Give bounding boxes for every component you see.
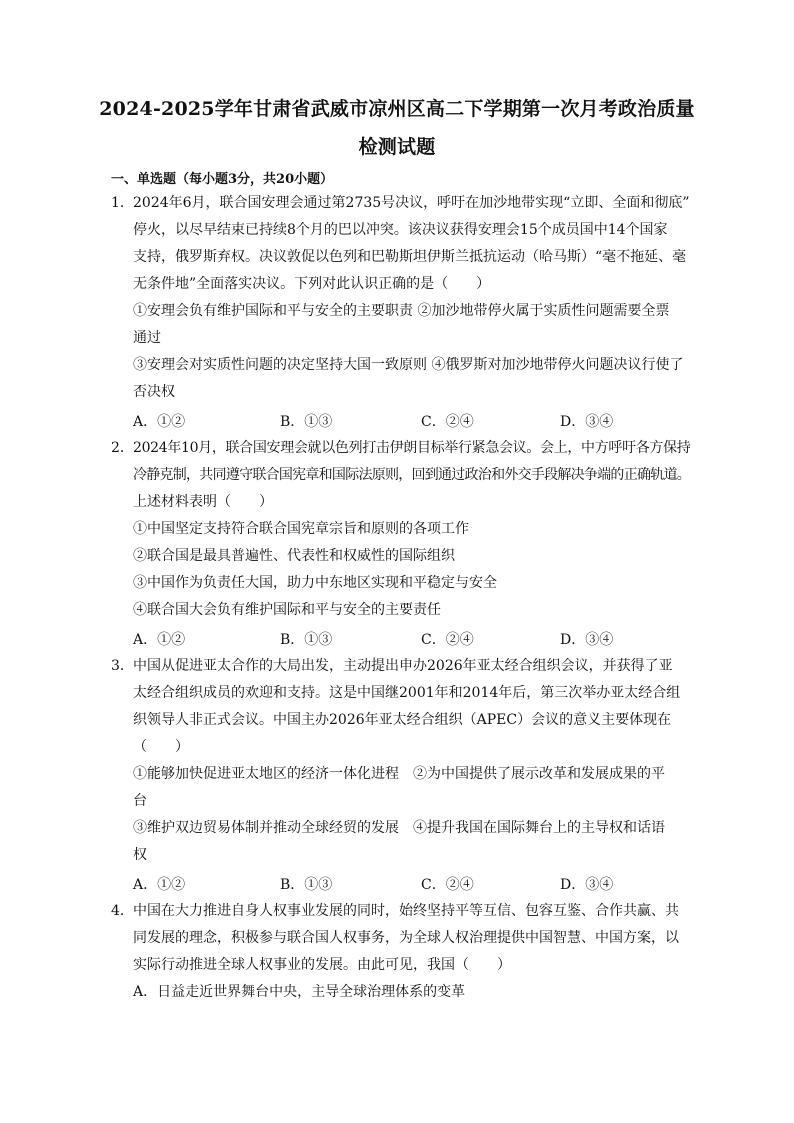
question-3-line: ①能够加快促进亚太地区的经济一体化进程 ②为中国提供了展示改革和发展成果的平 xyxy=(133,766,665,782)
question-3-line: 中国从促进亚太合作的大局出发，主动提出申办2026年亚太经合组织会议，并获得了亚 xyxy=(133,658,673,674)
question-4-line: 同发展的理念，积极参与联合国人权事务，为全球人权治理提供中国智慧、中国方案，以 xyxy=(133,930,679,946)
question-1-option-a: A．①② xyxy=(133,414,186,430)
question-2-number: 2． xyxy=(111,440,134,456)
question-2-option-d: D．③④ xyxy=(560,632,614,648)
document-title-line2: 检测试题 xyxy=(358,136,436,158)
question-3-line: 织领导人非正式会议。中国主办2026年亚太经合组织（APEC）会议的意义主要体现在 xyxy=(133,712,672,728)
question-1-line: 通过 xyxy=(133,330,161,346)
document-title-line1: 2024-2025学年甘肃省武威市凉州区高二下学期第一次月考政治质量 xyxy=(99,98,695,120)
question-1-line: 无条件地”全面落实决议。下列对此认识正确的是（ ） xyxy=(133,276,491,292)
question-2-option-c: C．②④ xyxy=(421,632,474,648)
question-3-line: 权 xyxy=(133,847,147,863)
question-1-option-c: C．②④ xyxy=(421,414,474,430)
question-1-line: ①安理会负有维护国际和平与安全的主要职责 ②加沙地带停火属于实质性问题需要全票 xyxy=(133,303,670,319)
question-3-line: 太经合组织成员的欢迎和支持。这是中国继2001年和2014年后，第三次举办亚太经合组 xyxy=(133,685,681,701)
question-2-line: 冷静克制，共同遵守联合国宪章和国际法原则，回到通过政治和外交手段解决争端的正确轨道。 xyxy=(133,467,690,483)
question-4-line: 实际行动推进全球人权事业的发展。由此可见，我国（ ） xyxy=(133,957,511,973)
question-4-number: 4． xyxy=(111,903,134,919)
question-2-option-b: B．①③ xyxy=(280,632,333,648)
question-4-line: 中国在大力推进自身人权事业发展的同时，始终坚持平等互信、包容互鉴、合作共赢、共 xyxy=(133,903,679,919)
question-2-line: 2024年10月，联合国安理会就以色列打击伊朗目标举行紧急会议。会上，中方呼吁各方保持 xyxy=(133,440,691,456)
question-1-line: ③安理会对实质性问题的决定坚持大国一致原则 ④俄罗斯对加沙地带停火问题决议行使了 xyxy=(133,357,684,373)
question-3-line: ③维护双边贸易体制并推动全球经贸的发展 ④提升我国在国际舞台上的主导权和话语 xyxy=(133,820,665,836)
question-1-line: 2024年6月，联合国安理会通过第2735号决议，呼吁在加沙地带实现“立即、全面和彻底” xyxy=(133,195,690,211)
question-2-line: ③中国作为负责任大国，助力中东地区实现和平稳定与安全 xyxy=(133,575,497,591)
question-1-line: 否决权 xyxy=(133,384,175,400)
question-3-option-a: A．①② xyxy=(133,877,186,893)
question-1-option-b: B．①③ xyxy=(280,414,333,430)
question-3-option-b: B．①③ xyxy=(280,877,333,893)
question-3-option-c: C．②④ xyxy=(421,877,474,893)
question-2-line: ④联合国大会负有维护国际和平与安全的主要责任 xyxy=(133,602,441,618)
question-2-option-a: A．①② xyxy=(133,632,186,648)
question-3-number: 3． xyxy=(111,658,134,674)
section-heading: 一、单选题（每小题3分，共20小题） xyxy=(111,172,334,187)
question-1-option-d: D．③④ xyxy=(560,414,614,430)
question-2-line: ②联合国是最具普遍性、代表性和权威性的国际组织 xyxy=(133,548,455,564)
question-2-line: 上述材料表明（ ） xyxy=(133,494,273,510)
question-3-line: （ ） xyxy=(133,739,189,755)
question-4-option-a: A．日益走近世界舞台中央，主导全球治理体系的变革 xyxy=(133,984,466,1000)
question-1-line: 停火，以尽早结束已持续8个月的巴以冲突。该决议获得安理会15个成员国中14个国家 xyxy=(133,222,668,238)
question-2-line: ①中国坚定支持符合联合国宪章宗旨和原则的各项工作 xyxy=(133,521,469,537)
question-1-number: 1． xyxy=(111,195,134,211)
question-3-option-d: D．③④ xyxy=(560,877,614,893)
question-1-line: 支持，俄罗斯弃权。决议敦促以色列和巴勒斯坦伊斯兰抵抗运动（哈马斯）“毫不拖延、毫 xyxy=(133,249,687,265)
question-3-line: 台 xyxy=(133,793,147,809)
